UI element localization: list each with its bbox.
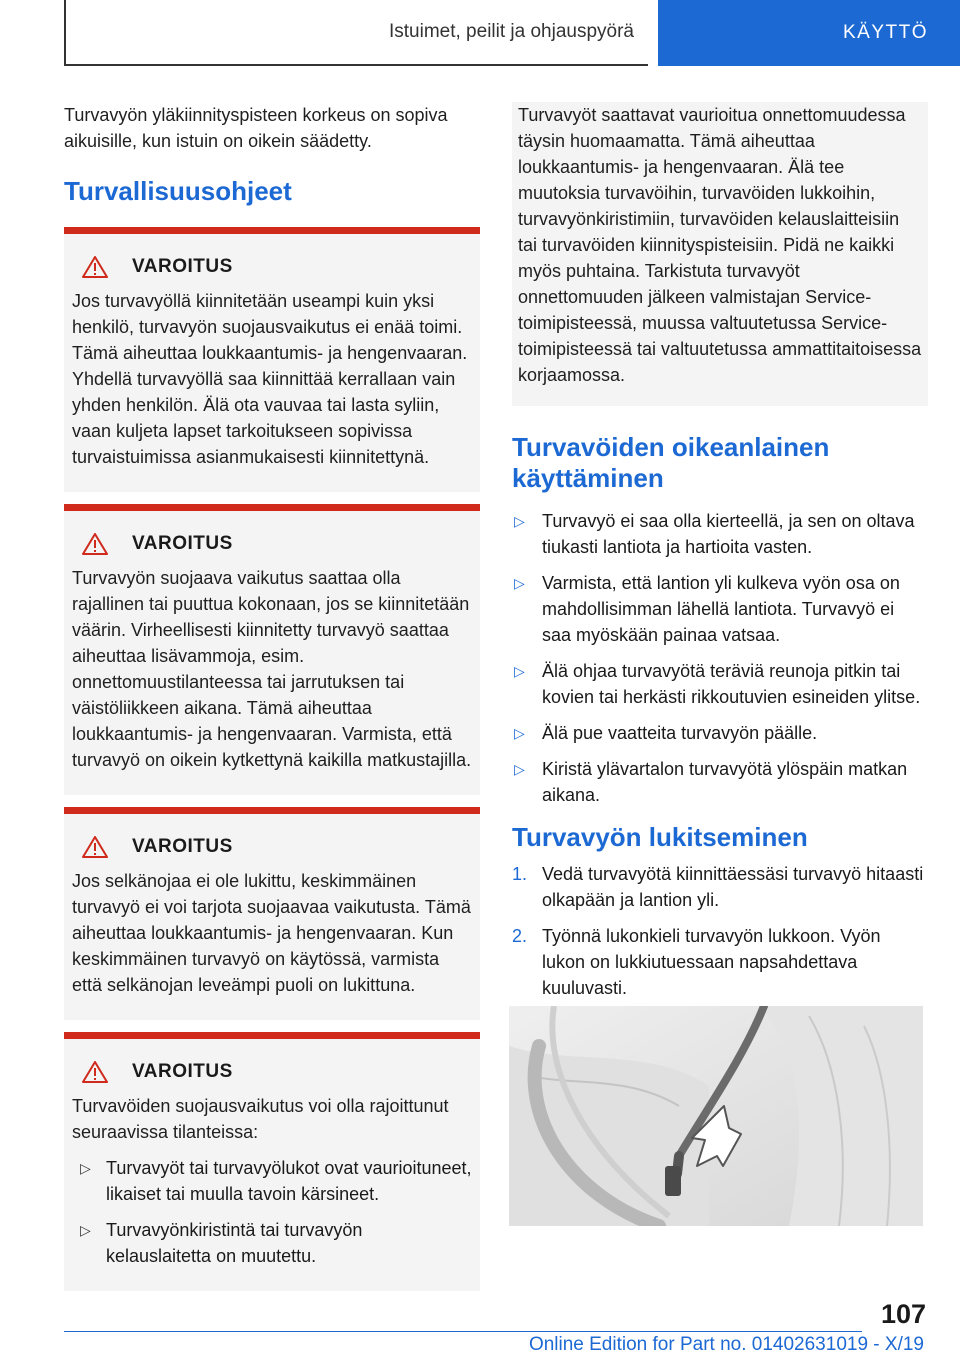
warning-text: Jos turvavyöllä kiinnitetään useampi kuin yksi henkilö, turvavyön suojausvaikutus ei enää toimi. Tämä aiheuttaa loukkaantumis- ja hengenvaaran. Yhdellä turvavyöllä saa kiinnittää kerrallaan vain yhden henkilön. Älä ota vauvaa tai lasta syliin, vaan kuljeta lapset tarkoitukseen sopivissa turvaistuimissa asianmukaisesti kiinnitettynä. [72, 291, 468, 467]
triangle-bullet-icon: ▷ [80, 1222, 91, 1238]
triangle-bullet-icon: ▷ [514, 725, 525, 741]
warning-triangle-icon [72, 254, 132, 280]
warning-box-2 [64, 504, 480, 795]
header-rule-bottom [64, 64, 648, 66]
footer-rule [64, 1331, 862, 1332]
warning-title: VAROITUS [132, 533, 233, 554]
warning-list [72, 1155, 472, 1269]
section-heading-correct-use: Turvavöiden oikeanlainen käyttäminen [512, 432, 830, 493]
warning-triangle-icon [72, 1059, 132, 1085]
warning-text: Jos selkänojaa ei ole lukittu, keskimmäinen turvavyö ei voi tarjota suojaavaa vaikutusta. Tämä aiheuttaa loukkaantumis- ja hengenvaaran. Kun keskimmäinen turvavyö on käytössä, varmista että selkänojan leveämpi puoli on lukittuna. [72, 871, 471, 995]
warning-title: VAROITUS [132, 836, 233, 857]
section-heading-fastening: Turvavyön lukitseminen [512, 822, 808, 852]
list-item: ▷ Turvavyöt tai turvavyölukot ovat vaurioituneet, likaiset tai muulla tavoin kärsineet. [72, 1155, 472, 1207]
section-heading-safety: Turvallisuusohjeet [64, 176, 292, 206]
list-item: ▷ Turvavyö ei saa olla kierteellä, ja sen on oltava tiukasti lantiota ja hartioita vasten. [512, 508, 928, 560]
list-item: ▷ Kiristä ylävartalon turvavyötä ylöspäin matkan aikana. [512, 756, 928, 808]
seatbelt-buckle-illustration [509, 1006, 923, 1226]
triangle-bullet-icon: ▷ [514, 663, 525, 679]
correct-use-list [512, 508, 928, 808]
warning-title: VAROITUS [132, 256, 233, 277]
warning-triangle-icon [72, 531, 132, 557]
warning-text: Turvavyön suojaava vaikutus saattaa olla rajallinen tai puuttua kokonaan, jos se kiinnitetään väärin. Virheellisesti kiinnitetty turvavyö saattaa aiheuttaa lisävammoja, esim. onnettomuustilanteessa tai jarrutuksen tai väistöliikkeen aikana. Tämä aiheuttaa loukkaantumis- ja hengenvaaran. Varmista, että turvavyö on oikein kytkettynä kaikilla matkustajilla. [72, 568, 472, 770]
header-chapter-tab[interactable]: KÄYTTÖ [658, 0, 960, 66]
list-item: ▷ Varmista, että lantion yli kulkeva vyön osa on mahdollisimman lähellä lantiota. Turvavyö ei saa myöskään painaa vatsaa. [512, 570, 928, 648]
step-number: 2. [512, 926, 528, 946]
warning-box-1 [64, 227, 480, 492]
step-item: 1. Vedä turvavyötä kiinnittäessäsi turvavyö hitaasti olkapään ja lantion yli. [512, 861, 928, 913]
page-number: 107 [880, 1299, 926, 1329]
warning-box-3 [64, 807, 480, 1020]
warning-box-4 [64, 1032, 480, 1291]
warning-text: Turvavöiden suojausvaikutus voi olla rajoittunut seuraavissa tilanteissa: [72, 1096, 449, 1142]
notice-text: Turvavyöt saattavat vaurioitua onnettomuudessa täysin huomaamatta. Tämä aiheuttaa loukkaantumis- ja hengenvaaran. Älä tee muutoksia turvavöihin, turvavöiden lukkoihin, turvavyönkiristimiin, turvavöiden kelauslaitteisiin tai turvavöiden kiinnityspisteisiin. Pidä ne kaikki myös puhtaina. Tarkistuta turvavyöt onnettomuuden jälkeen valmistajan Service-toimipisteessä, muussa valtuutetussa Service-toimipisteessä tai valtuutetussa ammattitaitoisessa korjaamossa. [518, 105, 922, 385]
header-section-title: Istuimet, peilit ja ohjauspyörä [388, 21, 634, 42]
step-item: 2. Työnnä lukonkieli turvavyön lukkoon. Vyön lukon on lukkiutuessaan napsahdettava kuuluvasti. [512, 923, 928, 1001]
warning-triangle-icon [72, 834, 132, 860]
list-item: ▷ Älä ohjaa turvavyötä teräviä reunoja pitkin tai kovien tai herkästi rikkoutuvien esineiden ylitse. [512, 658, 928, 710]
triangle-bullet-icon: ▷ [514, 513, 525, 529]
intro-paragraph: Turvavyön yläkiinnityspisteen korkeus on sopiva aikuisille, kun istuin on oikein säädetty. [64, 105, 448, 151]
triangle-bullet-icon: ▷ [514, 575, 525, 591]
fastening-steps [512, 861, 928, 1001]
list-item: ▷ Turvavyönkiristintä tai turvavyön kelauslaitetta on muutettu. [72, 1217, 472, 1269]
triangle-bullet-icon: ▷ [80, 1160, 91, 1176]
left-column [64, 102, 480, 1303]
footer-edition-link[interactable]: Online Edition for Part no. 01402631019 - X/19 [528, 1334, 924, 1355]
warning-title: VAROITUS [132, 1061, 233, 1082]
warning-continuation-box [512, 102, 928, 406]
step-number: 1. [512, 864, 528, 884]
list-item: ▷ Älä pue vaatteita turvavyön päälle. [512, 720, 928, 746]
right-column [512, 102, 928, 1011]
triangle-bullet-icon: ▷ [514, 761, 525, 777]
